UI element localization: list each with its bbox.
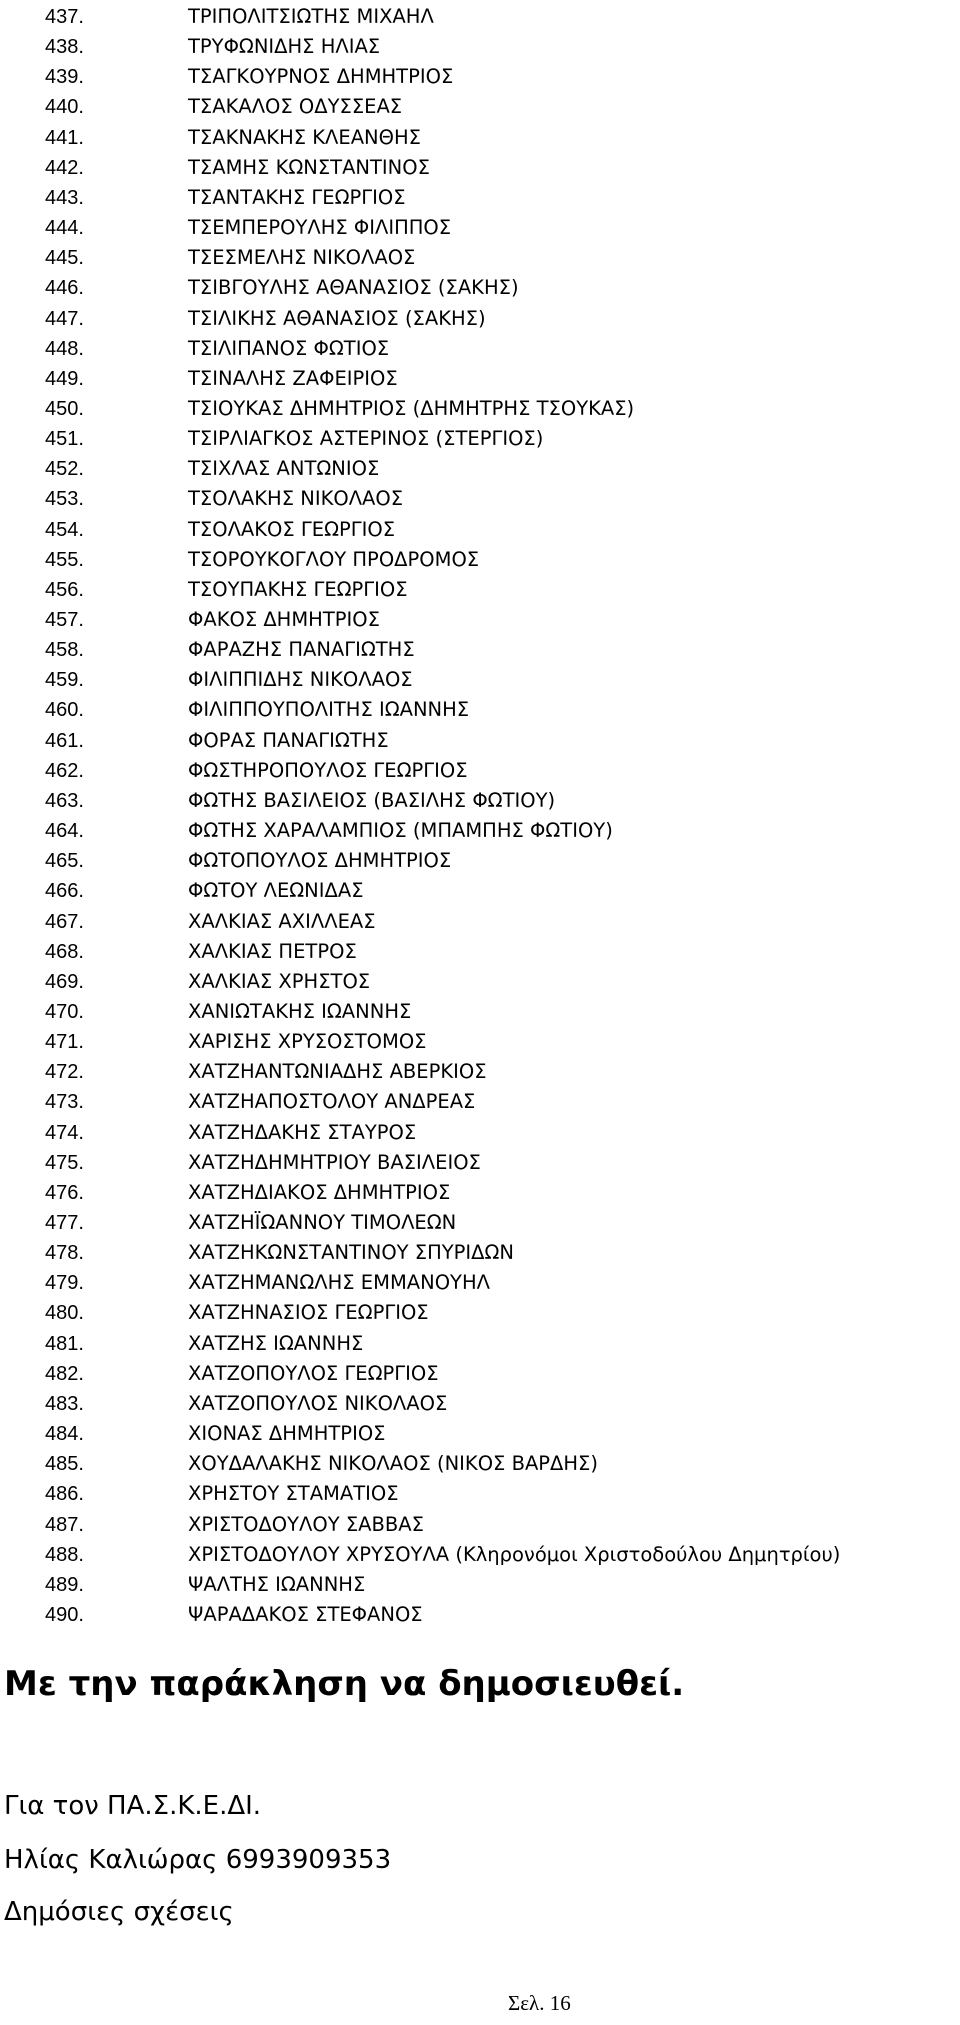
signature-person: Ηλίας Καλιώρας 6993909353	[4, 1845, 392, 1875]
list-item-name: ΤΣΟΛΑΚΟΣ ΓΕΩΡΓΙΟΣ	[188, 517, 396, 541]
list-item	[0, 32, 960, 62]
list-item-number: 441.	[45, 126, 84, 149]
list-item-name: ΧΑΤΖΗΜΑΝΩΛΗΣ ΕΜΜΑΝΟΥΗΛ	[188, 1271, 490, 1295]
list-item	[0, 123, 960, 153]
list-item	[0, 1540, 960, 1570]
list-item-number: 482.	[45, 1362, 84, 1385]
list-item	[0, 786, 960, 816]
list-item-number: 455.	[45, 548, 84, 571]
list-item	[0, 183, 960, 213]
list-item	[0, 1178, 960, 1208]
list-item	[0, 816, 960, 846]
list-item-name: ΧΑΤΖΗΑΝΤΩΝΙΑΔΗΣ ΑΒΕΡΚΙΟΣ	[188, 1060, 487, 1084]
list-item	[0, 394, 960, 424]
list-item-name: ΤΡΥΦΩΝΙΔΗΣ ΗΛΙΑΣ	[188, 35, 381, 59]
list-item-number: 486.	[45, 1483, 84, 1506]
list-item	[0, 575, 960, 605]
list-item-name: ΧΡΙΣΤΟΔΟΥΛΟΥ ΣΑΒΒΑΣ	[188, 1512, 424, 1536]
list-item	[0, 605, 960, 635]
list-item-number: 470.	[45, 1000, 84, 1023]
list-item-name: ΤΡΙΠΟΛΙΤΣΙΩΤΗΣ ΜΙΧΑΗΛ	[188, 5, 434, 28]
list-item-number: 452.	[45, 458, 84, 481]
list-item	[0, 846, 960, 876]
list-item	[0, 1208, 960, 1238]
list-item-number: 447.	[45, 307, 84, 330]
list-item	[0, 726, 960, 756]
list-item-name: ΤΣΑΚΝΑΚΗΣ ΚΛΕΑΝΘΗΣ	[188, 125, 421, 149]
list-item	[0, 876, 960, 906]
list-item-number: 473.	[45, 1091, 84, 1114]
list-item-name: ΦΙΛΙΠΠΙΔΗΣ ΝΙΚΟΛΑΟΣ	[188, 668, 413, 692]
list-item-number: 458.	[45, 639, 84, 662]
list-item-number: 466.	[45, 880, 84, 903]
list-item-name: ΤΣΕΣΜΕΛΗΣ ΝΙΚΟΛΑΟΣ	[188, 246, 416, 270]
list-item-number: 451.	[45, 428, 84, 451]
list-item-number: 459.	[45, 669, 84, 692]
list-item-name: ΧΑΛΚΙΑΣ ΧΡΗΣΤΟΣ	[188, 969, 371, 993]
list-item-number: 487.	[45, 1513, 84, 1536]
list-item-name: ΧΟΥΔΑΛΑΚΗΣ ΝΙΚΟΛΑΟΣ (ΝΙΚΟΣ ΒΑΡΔΗΣ)	[188, 1452, 598, 1476]
list-item-number: 461.	[45, 729, 84, 752]
list-item	[0, 62, 960, 92]
list-item-number: 460.	[45, 699, 84, 722]
list-item	[0, 545, 960, 575]
list-item	[0, 1148, 960, 1178]
list-item-number: 467.	[45, 910, 84, 933]
list-item-number: 444.	[45, 217, 84, 240]
list-item-number: 440.	[45, 96, 84, 119]
list-item-name: ΧΑΤΖΗΔΑΚΗΣ ΣΤΑΥΡΟΣ	[188, 1120, 417, 1144]
list-item-name: ΧΑΝΙΩΤΑΚΗΣ ΙΩΑΝΝΗΣ	[188, 999, 412, 1023]
list-item	[0, 364, 960, 394]
list-item-number: 481.	[45, 1332, 84, 1355]
list-item-name: ΤΣΙΧΛΑΣ ΑΝΤΩΝΙΟΣ	[188, 457, 380, 481]
list-item-number: 475.	[45, 1151, 84, 1174]
list-item-name: ΤΣΑΜΗΣ ΚΩΝΣΤΑΝΤΙΝΟΣ	[188, 155, 430, 179]
list-item-number: 438.	[45, 36, 84, 59]
list-item	[0, 967, 960, 997]
list-item-number: 469.	[45, 970, 84, 993]
list-item-name: ΦΩΤΗΣ ΧΑΡΑΛΑΜΠΙΟΣ (ΜΠΑΜΠΗΣ ΦΩΤΙΟΥ)	[188, 819, 613, 843]
list-item	[0, 1570, 960, 1600]
list-item-name: ΧΑΤΖΗΚΩΝΣΤΑΝΤΙΝΟΥ ΣΠΥΡΙΔΩΝ	[188, 1241, 515, 1265]
signature-organization: Για τον ΠΑ.Σ.Κ.Ε.ΔΙ.	[4, 1791, 262, 1821]
list-item-name: ΧΑΤΖΟΠΟΥΛΟΣ ΓΕΩΡΓΙΟΣ	[188, 1361, 439, 1385]
list-item-name: ΧΑΤΖΗΔΙΑΚΟΣ ΔΗΜΗΤΡΙΟΣ	[188, 1180, 451, 1204]
list-item-number: 476.	[45, 1181, 84, 1204]
list-item-name: ΨΑΡΑΔΑΚΟΣ ΣΤΕΦΑΝΟΣ	[188, 1602, 423, 1626]
list-item-number: 443.	[45, 186, 84, 209]
list-item-number: 478.	[45, 1242, 84, 1265]
list-item-name: ΦΩΤΗΣ ΒΑΣΙΛΕΙΟΣ (ΒΑΣΙΛΗΣ ΦΩΤΙΟΥ)	[188, 788, 556, 812]
list-item	[0, 213, 960, 243]
list-item-number: 484.	[45, 1423, 84, 1446]
list-item	[0, 1057, 960, 1087]
list-item-name: ΤΣΟΥΠΑΚΗΣ ΓΕΩΡΓΙΟΣ	[188, 577, 408, 601]
list-item	[0, 665, 960, 695]
list-item-name: ΤΣΕΜΠΕΡΟΥΛΗΣ ΦΙΛΙΠΠΟΣ	[188, 216, 452, 240]
page-number: Σελ. 16	[508, 1991, 571, 2015]
list-item-number: 453.	[45, 488, 84, 511]
list-item	[0, 1027, 960, 1057]
list-item-name: ΦΩΤΟΥ ΛΕΩΝΙΔΑΣ	[188, 879, 364, 903]
list-item-number: 446.	[45, 277, 84, 300]
list-item-name: ΧΑΤΖΗΑΠΟΣΤΟΛΟΥ ΑΝΔΡΕΑΣ	[188, 1090, 476, 1114]
list-item-number: 450.	[45, 397, 84, 420]
signature-role: Δημόσιες σχέσεις	[4, 1897, 234, 1927]
list-item-number: 471.	[45, 1031, 84, 1054]
list-item	[0, 1268, 960, 1298]
list-item-number: 442.	[45, 156, 84, 179]
list-item-name: ΤΣΟΡΟΥΚΟΓΛΟΥ ΠΡΟΔΡΟΜΟΣ	[188, 547, 480, 571]
list-item-name: ΦΟΡΑΣ ΠΑΝΑΓΙΩΤΗΣ	[188, 728, 389, 752]
list-item-name: ΤΣΙΝΑΛΗΣ ΖΑΦΕΙΡΙΟΣ	[188, 366, 398, 390]
list-item	[0, 635, 960, 665]
list-item-name: ΦΑΡΑΖΗΣ ΠΑΝΑΓΙΩΤΗΣ	[188, 638, 415, 662]
list-item-name: ΧΡΙΣΤΟΔΟΥΛΟΥ ΧΡΥΣΟΥΛΑ (Κληρονόμοι Χριστοδούλου Δημητρίου)	[188, 1542, 841, 1566]
list-item-name: ΤΣΙΛΙΠΑΝΟΣ ΦΩΤΙΟΣ	[188, 336, 390, 360]
list-item	[0, 1510, 960, 1540]
list-item	[0, 1087, 960, 1117]
list-item-name: ΤΣΑΓΚΟΥΡΝΟΣ ΔΗΜΗΤΡΙΟΣ	[188, 65, 454, 89]
list-item-name: ΤΣΙΟΥΚΑΣ ΔΗΜΗΤΡΙΟΣ (ΔΗΜΗΤΡΗΣ ΤΣΟΥΚΑΣ)	[188, 396, 635, 420]
list-item-number: 437.	[45, 6, 84, 28]
list-item	[0, 997, 960, 1027]
list-item-number: 457.	[45, 609, 84, 631]
list-item	[0, 756, 960, 786]
list-item-number: 456.	[45, 578, 84, 601]
list-item-name: ΤΣΙΒΓΟΥΛΗΣ ΑΘΑΝΑΣΙΟΣ (ΣΑΚΗΣ)	[188, 276, 519, 300]
list-item-number: 474.	[45, 1121, 84, 1144]
list-item-name: ΦΙΛΙΠΠΟΥΠΟΛΙΤΗΣ ΙΩΑΝΝΗΣ	[188, 698, 470, 722]
list-item-name: ΧΡΗΣΤΟΥ ΣΤΑΜΑΤΙΟΣ	[188, 1482, 399, 1506]
list-item	[0, 243, 960, 273]
list-item-name: ΧΑΤΖΗΝΑΣΙΟΣ ΓΕΩΡΓΙΟΣ	[188, 1301, 429, 1325]
list-item-number: 454.	[45, 518, 84, 541]
list-item-name: ΧΑΤΖΟΠΟΥΛΟΣ ΝΙΚΟΛΑΟΣ	[188, 1391, 448, 1415]
list-item-number: 449.	[45, 367, 84, 390]
list-item	[0, 907, 960, 937]
list-item	[0, 1479, 960, 1509]
list-item	[0, 334, 960, 364]
list-item-name: ΧΑΛΚΙΑΣ ΑΧΙΛΛΕΑΣ	[188, 909, 376, 933]
list-item-name: ΧΑΤΖΗΔΗΜΗΤΡΙΟΥ ΒΑΣΙΛΕΙΟΣ	[188, 1150, 481, 1174]
list-item-number: 477.	[45, 1212, 84, 1234]
list-item-number: 472.	[45, 1061, 84, 1084]
list-item	[0, 515, 960, 545]
list-item-number: 485.	[45, 1453, 84, 1476]
list-item-name: ΨΑΛΤΗΣ ΙΩΑΝΝΗΣ	[188, 1572, 366, 1596]
list-item-name: ΦΑΚΟΣ ΔΗΜΗΤΡΙΟΣ	[188, 608, 380, 631]
list-item-number: 462.	[45, 759, 84, 782]
closing-request: Με την παράκληση να δημοσιευθεί.	[4, 1664, 685, 1704]
list-item-number: 464.	[45, 820, 84, 843]
list-item-name: ΧΑΛΚΙΑΣ ΠΕΤΡΟΣ	[188, 939, 357, 963]
list-item-name: ΤΣΑΝΤΑΚΗΣ ΓΕΩΡΓΙΟΣ	[188, 185, 406, 209]
list-item-name: ΧΑΤΖΗΪΩΑΝΝΟΥ ΤΙΜΟΛΕΩΝ	[188, 1211, 457, 1234]
list-item	[0, 424, 960, 454]
list-item	[0, 1449, 960, 1479]
list-item-name: ΤΣΙΛΙΚΗΣ ΑΘΑΝΑΣΙΟΣ (ΣΑΚΗΣ)	[188, 306, 486, 330]
list-item	[0, 1238, 960, 1268]
list-item-number: 490.	[45, 1603, 84, 1626]
list-item-number: 439.	[45, 66, 84, 89]
list-item-number: 488.	[45, 1543, 84, 1566]
list-item	[0, 454, 960, 484]
list-item	[0, 1118, 960, 1148]
list-item	[0, 2, 960, 32]
list-item-name: ΤΣΑΚΑΛΟΣ ΟΔΥΣΣΕΑΣ	[188, 95, 403, 119]
list-item	[0, 1389, 960, 1419]
list-item	[0, 153, 960, 183]
list-item-number: 480.	[45, 1302, 84, 1325]
list-item-name: ΤΣΙΡΛΙΑΓΚΟΣ ΑΣΤΕΡΙΝΟΣ (ΣΤΕΡΓΙΟΣ)	[188, 427, 544, 451]
list-item	[0, 1419, 960, 1449]
list-item-number: 479.	[45, 1272, 84, 1295]
list-item-number: 483.	[45, 1392, 84, 1415]
list-item	[0, 304, 960, 334]
list-item-number: 468.	[45, 940, 84, 963]
list-item-number: 448.	[45, 337, 84, 360]
list-item	[0, 695, 960, 725]
list-item	[0, 484, 960, 514]
list-item-number: 489.	[45, 1573, 84, 1596]
list-item	[0, 273, 960, 303]
list-item	[0, 1298, 960, 1328]
list-item-name: ΧΙΟΝΑΣ ΔΗΜΗΤΡΙΟΣ	[188, 1422, 386, 1446]
list-item-number: 445.	[45, 247, 84, 270]
list-item	[0, 1359, 960, 1389]
list-item	[0, 1600, 960, 1630]
list-item	[0, 937, 960, 967]
list-item-number: 465.	[45, 850, 84, 873]
list-item-name: ΦΩΣΤΗΡΟΠΟΥΛΟΣ ΓΕΩΡΓΙΟΣ	[188, 758, 468, 782]
list-item	[0, 92, 960, 122]
list-item-name: ΧΑΡΙΣΗΣ ΧΡΥΣΟΣΤΟΜΟΣ	[188, 1030, 427, 1054]
list-item-name: ΧΑΤΖΗΣ ΙΩΑΝΝΗΣ	[188, 1331, 364, 1355]
list-item-number: 463.	[45, 789, 84, 812]
list-item-name: ΦΩΤΟΠΟΥΛΟΣ ΔΗΜΗΤΡΙΟΣ	[188, 849, 452, 873]
list-item	[0, 1329, 960, 1359]
list-item-name: ΤΣΟΛΑΚΗΣ ΝΙΚΟΛΑΟΣ	[188, 487, 404, 511]
